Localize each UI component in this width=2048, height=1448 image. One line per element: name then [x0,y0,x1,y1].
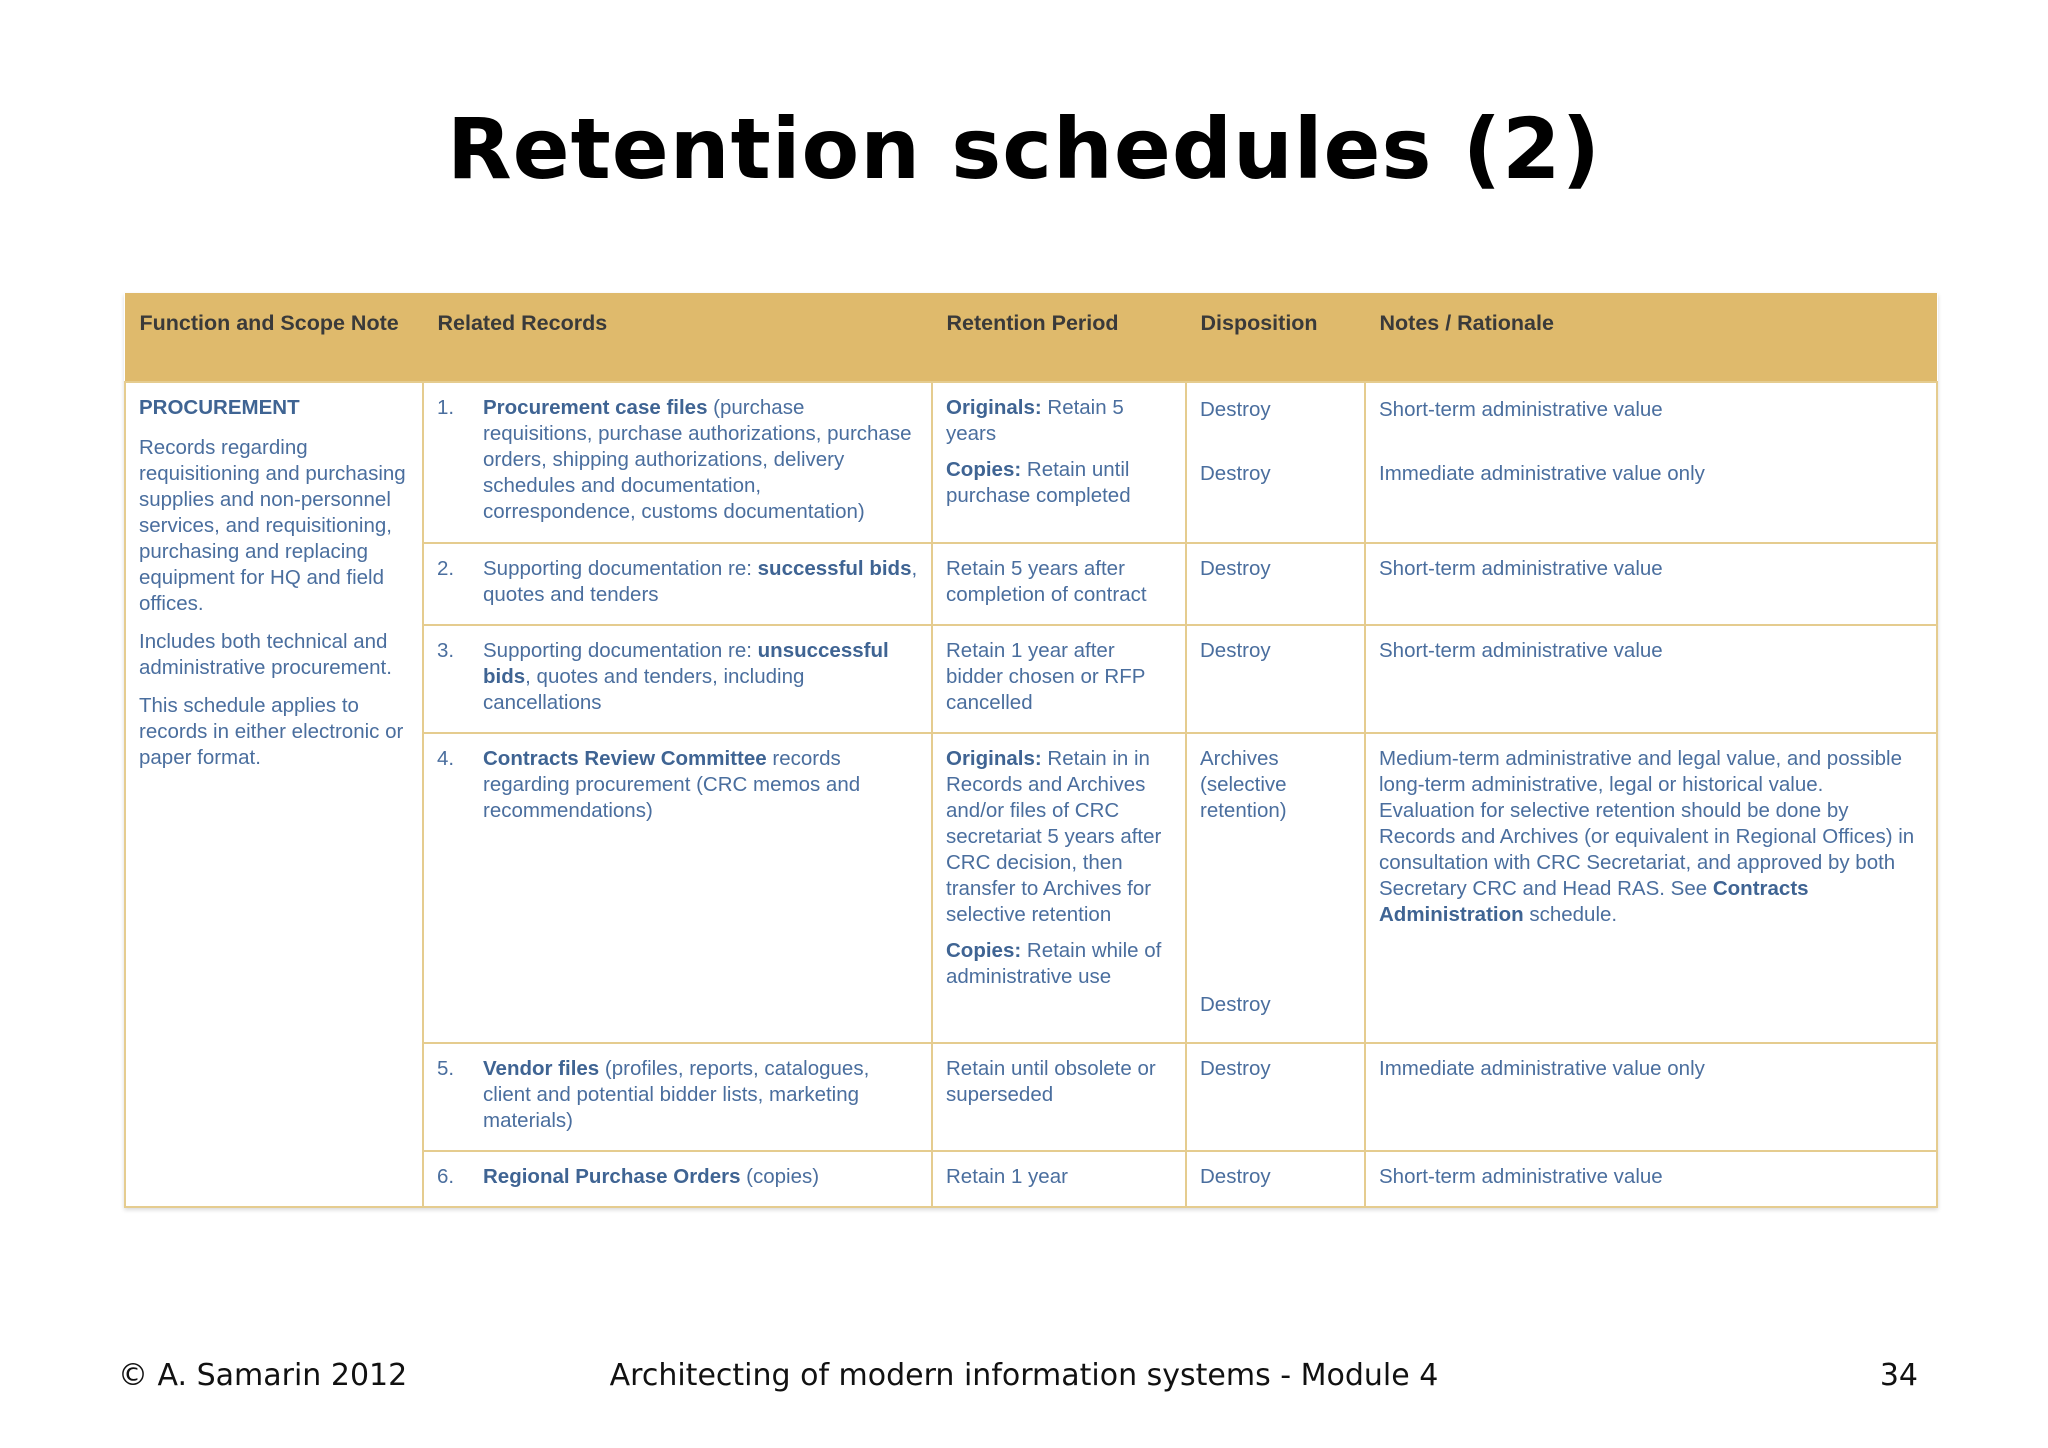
disposition-value: Destroy [1200,462,1271,485]
header-retention-period [932,293,1186,382]
record-title: Contracts Review Committee [483,747,767,770]
record-number: 6. [437,1165,455,1188]
retention-period-cell [932,733,1186,1043]
notes-cell: Immediate administrative value only [1365,1043,1937,1151]
retention-period-cell: Retain 1 year [932,1151,1186,1207]
table-row [125,382,1937,543]
record-title: successful bids [757,557,912,580]
disposition-cell: Destroy [1186,625,1365,733]
retention-text: Retain in in Records and Archives and/or files of CRC secretariat 5 years after CRC decision, then transfer to Archives for selective retention [946,747,1162,926]
retention-period-cell: Retain until obsolete or superseded [932,1043,1186,1151]
notes-cell: Short-term administrative value [1365,625,1937,733]
related-record-cell [423,625,932,733]
record-title: Vendor files [483,1057,600,1080]
retention-label: Originals: [946,396,1042,419]
disposition-cell: Destroy [1186,1151,1365,1207]
note-reference: Contracts Administration [1379,877,1809,926]
table-header-row [125,293,1937,382]
note-text: Immediate administrative value only [1379,462,1705,485]
retention-period-cell: Retain 5 years after completion of contract [932,543,1186,625]
record-title: unsuccessful bids [483,639,889,688]
header-related-records [423,293,932,382]
scope-heading: PROCUREMENT [139,396,300,419]
retention-label: Originals: [946,747,1042,770]
retention-schedule-table [124,293,1938,1208]
record-description: Supporting documentation re: [483,639,758,662]
header-function-scope [125,293,423,382]
slide-title: Retention schedules (2) [446,100,1601,198]
related-record-cell [423,1151,932,1207]
note-text: schedule. [1523,903,1618,926]
header-notes-rationale [1365,293,1937,382]
notes-cell [1365,733,1937,1043]
header-disposition [1186,293,1365,382]
header-label: Notes / Rationale [1379,311,1554,335]
record-number: 4. [437,747,455,770]
disposition-cell [1186,382,1365,543]
retention-text: Retain until purchase completed [946,458,1131,507]
retention-label: Copies: [946,939,1022,962]
note-text: Short-term administrative value [1379,398,1663,421]
disposition-value: Destroy [1200,993,1271,1016]
record-description: (copies) [740,1165,820,1188]
footer-copyright: © A. Samarin 2012 [118,1358,408,1393]
notes-cell [1365,382,1937,543]
disposition-cell [1186,733,1365,1043]
record-number: 2. [437,557,455,580]
retention-period-cell: Retain 1 year after bidder chosen or RFP cancelled [932,625,1186,733]
disposition-value: Archives (selective retention) [1200,747,1287,822]
scope-note-cell [125,382,423,1207]
header-label: Disposition [1200,311,1318,335]
record-description: Supporting documentation re: [483,557,758,580]
retention-label: Copies: [946,458,1022,481]
retention-text: Retain while of administrative use [946,939,1162,988]
related-record-cell [423,1043,932,1151]
record-number: 5. [437,1057,455,1080]
retention-period-cell [932,382,1186,543]
record-description: , quotes and tenders [483,557,918,606]
related-record-cell [423,382,932,543]
record-description: (profiles, reports, catalogues, client and potential bidder lists, marketing materials) [483,1057,870,1132]
scope-paragraph: This schedule applies to records in either electronic or paper format. [139,694,404,769]
record-number: 1. [437,396,455,419]
notes-cell: Short-term administrative value [1365,1151,1937,1207]
disposition-cell: Destroy [1186,1043,1365,1151]
record-number: 3. [437,639,455,662]
related-record-cell [423,543,932,625]
disposition-value: Destroy [1200,398,1271,421]
record-description: (purchase requisitions, purchase authorizations, purchase orders, shipping authorizations, delivery schedules and documentation, correspondence, customs documentation) [483,396,912,523]
header-label: Function and Scope Note [139,311,399,335]
record-description: records regarding procurement (CRC memos and recommendations) [483,747,861,822]
record-title: Regional Purchase Orders [483,1165,741,1188]
retention-text: Retain 5 years [946,396,1124,445]
header-label: Retention Period [946,311,1119,335]
disposition-cell: Destroy [1186,543,1365,625]
scope-paragraph: Includes both technical and administrative procurement. [139,630,392,679]
note-text: Medium-term administrative and legal value, and possible long-term administrative, legal or historical value. Evaluation for selective retention should be done by Records and Archives (or equivalent in Regional Offices) in consultation with CRC Secretariat, and approved by both Secretary CRC and Head RAS. See [1379,747,1915,900]
record-description: , quotes and tenders, including cancellations [483,665,805,714]
related-record-cell [423,733,932,1043]
footer-course-title: Architecting of modern information systems - Module 4 [609,1358,1439,1393]
header-label: Related Records [437,311,608,335]
record-title: Procurement case files [483,396,708,419]
notes-cell: Short-term administrative value [1365,543,1937,625]
scope-paragraph: Records regarding requisitioning and purchasing supplies and non-personnel services, and requisitioning, purchasing and replacing equipment for HQ and field offices. [139,436,406,615]
footer-page-number: 34 [1879,1358,1918,1393]
